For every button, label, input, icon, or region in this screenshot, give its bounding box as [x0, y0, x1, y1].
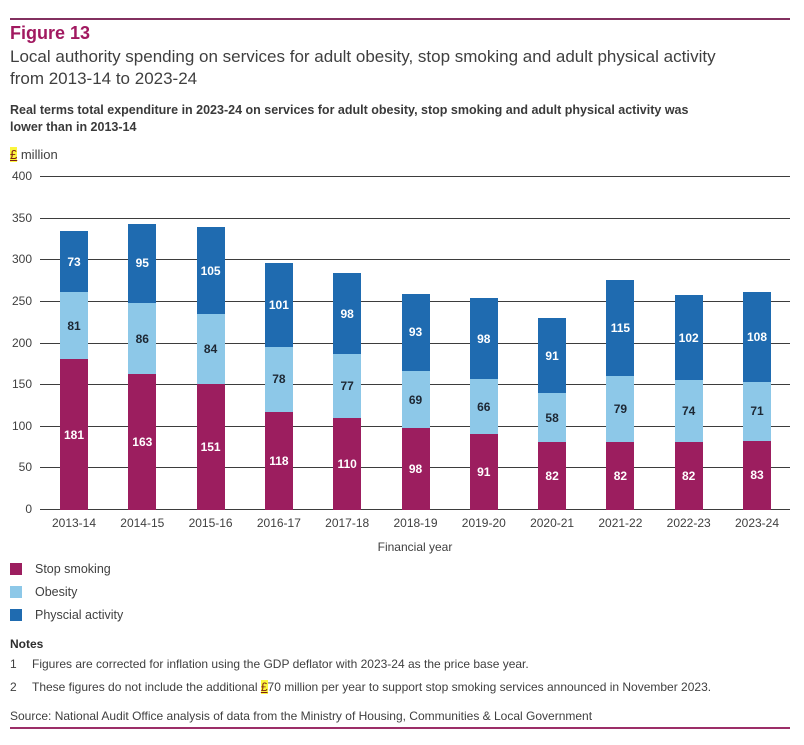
x-tick-label: 2020-21 — [530, 516, 575, 530]
bar-segment-stop-smoking — [128, 374, 156, 510]
figure-subtitle: Real terms total expenditure in 2023-24 on services for adult obesity, stop smoking and adult physical activity was lower than in 2013-14 — [10, 103, 689, 134]
bar-segment-physcial-activity — [128, 224, 156, 303]
bar-segment-physcial-activity — [470, 298, 498, 380]
bar-segment-obesity — [743, 382, 771, 441]
bar-value-label: 82 — [682, 468, 696, 483]
bar-value-label: 82 — [613, 468, 628, 483]
bar-2013-14 — [60, 231, 88, 510]
figure-number-label: Figure 13 — [10, 23, 91, 43]
bar-value-label: 84 — [203, 342, 218, 357]
y-tick-label: 200 — [11, 335, 32, 350]
bar-segment-physcial-activity — [606, 280, 634, 376]
x-tick-label: 2015-16 — [188, 516, 233, 530]
bar-segment-obesity — [197, 314, 225, 384]
bar-segment-physcial-activity — [60, 231, 88, 292]
bar-value-label: 83 — [750, 468, 764, 483]
y-tick-label: 50 — [18, 460, 32, 475]
note-text: These figures do not include the additional £70 million per year to support stop smoking services announced in November 2023. — [32, 680, 712, 694]
bar-segment-physcial-activity — [743, 292, 771, 382]
bar-value-label: 102 — [678, 330, 699, 345]
y-tick-label: 400 — [11, 169, 32, 183]
bar-value-label: 78 — [272, 372, 286, 387]
bar-value-label: 98 — [340, 306, 354, 321]
x-tick-label: 2021-22 — [598, 516, 643, 530]
legend-swatch — [10, 586, 22, 598]
bar-value-label: 71 — [750, 404, 764, 419]
y-tick-label: 300 — [11, 252, 32, 267]
bar-2014-15 — [128, 224, 156, 510]
bar-segment-obesity — [333, 354, 361, 418]
bar-value-label: 151 — [200, 440, 221, 455]
bar-2022-23 — [675, 295, 703, 510]
bar-segment-obesity — [606, 376, 634, 442]
bar-value-label: 73 — [67, 254, 81, 269]
source-line: Source: National Audit Office analysis of data from the Ministry of Housing, Communities & Local Government — [10, 709, 593, 723]
currency-symbol-highlight: £ — [260, 680, 268, 694]
bar-2020-21 — [538, 318, 566, 510]
bar-value-label: 110 — [337, 457, 357, 472]
note-item — [10, 680, 790, 694]
bar-value-label: 91 — [477, 465, 491, 480]
legend-label: Physcial activity — [35, 608, 124, 622]
gridline — [40, 176, 790, 177]
bar-2018-19 — [402, 294, 430, 510]
y-tick-label: 250 — [11, 293, 32, 308]
bar-value-label: 95 — [135, 256, 149, 271]
bar-value-label: 101 — [268, 297, 289, 312]
bar-value-label: 98 — [477, 331, 491, 346]
bar-2016-17 — [265, 263, 293, 510]
bar-value-label: 98 — [408, 462, 423, 477]
y-axis-unit-label — [10, 147, 58, 162]
bottom-accent-rule — [10, 727, 790, 729]
bar-value-label: 79 — [613, 401, 628, 416]
x-axis-title: Financial year — [377, 540, 453, 554]
bar-value-label: 86 — [135, 331, 149, 346]
note-number: 1 — [10, 657, 17, 671]
bar-segment-obesity — [265, 347, 293, 412]
x-tick-label: 2017-18 — [325, 516, 370, 530]
bar-value-label: 58 — [545, 410, 559, 425]
bar-segment-physcial-activity — [538, 318, 566, 394]
bar-value-label: 118 — [269, 453, 289, 468]
stacked-bar-chart — [0, 169, 804, 530]
bar-value-label: 81 — [67, 318, 81, 333]
currency-symbol-highlight: £ — [10, 147, 18, 162]
unit-text: million — [17, 147, 58, 162]
bar-segment-stop-smoking — [60, 359, 88, 510]
bar-segment-obesity — [538, 393, 566, 441]
bar-value-label: 181 — [63, 427, 85, 442]
legend-swatch — [10, 563, 22, 575]
legend-item-obesity — [10, 585, 123, 599]
bar-value-label: 66 — [477, 399, 491, 414]
x-tick-label: 2018-19 — [393, 516, 438, 530]
bar-segment-obesity — [675, 380, 703, 442]
bar-segment-stop-smoking — [197, 384, 225, 510]
bar-segment-physcial-activity — [675, 295, 703, 380]
x-tick-label: 2016-17 — [256, 516, 301, 530]
bar-segment-physcial-activity — [265, 263, 293, 347]
bar-segment-physcial-activity — [333, 273, 361, 355]
bar-value-label: 91 — [545, 348, 559, 363]
bar-segment-physcial-activity — [402, 294, 430, 371]
legend-swatch — [10, 609, 22, 621]
notes-list — [10, 657, 790, 703]
bar-2015-16 — [197, 227, 225, 510]
bar-2021-22 — [606, 280, 634, 510]
bar-value-label: 93 — [408, 325, 423, 340]
legend-label: Stop smoking — [35, 562, 111, 576]
top-accent-rule — [10, 18, 790, 20]
bar-segment-obesity — [60, 292, 88, 359]
figure-title: Local authority spending on services for adult obesity, stop smoking and adult physical activity from 2013-14 to 2023-24 — [10, 47, 716, 88]
legend-item-stop-smoking — [10, 562, 123, 576]
bar-2019-20 — [470, 298, 498, 510]
x-tick-label: 2023-24 — [734, 516, 780, 530]
bar-segment-physcial-activity — [197, 227, 225, 314]
bar-value-label: 115 — [610, 321, 631, 336]
bar-value-label: 82 — [545, 468, 559, 483]
note-number: 2 — [10, 680, 17, 694]
bar-segment-obesity — [402, 371, 430, 428]
x-tick-label: 2014-15 — [120, 516, 165, 530]
chart-legend — [10, 562, 123, 631]
bar-segment-stop-smoking — [743, 441, 771, 510]
bar-segment-stop-smoking — [333, 418, 361, 510]
x-tick-label: 2013-14 — [51, 516, 97, 530]
bar-segment-obesity — [470, 379, 498, 434]
x-tick-label: 2022-23 — [666, 516, 711, 530]
bar-value-label: 105 — [200, 263, 221, 278]
notes-heading: Notes — [10, 637, 44, 651]
bar-2017-18 — [333, 273, 361, 510]
bar-value-label: 69 — [408, 392, 423, 407]
y-tick-label: 100 — [11, 418, 32, 433]
bar-value-label: 108 — [746, 329, 768, 344]
y-tick-label: 350 — [11, 210, 32, 225]
bar-segment-stop-smoking — [606, 442, 634, 510]
bar-segment-stop-smoking — [265, 412, 293, 510]
note-item — [10, 657, 790, 671]
bar-value-label: 77 — [340, 379, 354, 394]
bar-segment-stop-smoking — [675, 442, 703, 510]
note-text: Figures are corrected for inflation using the GDP deflator with 2023-24 as the price base year. — [32, 657, 529, 671]
bar-segment-stop-smoking — [402, 428, 430, 510]
y-tick-label: 150 — [11, 377, 32, 392]
legend-label: Obesity — [35, 585, 78, 599]
bar-segment-stop-smoking — [538, 442, 566, 510]
x-tick-label: 2019-20 — [461, 516, 506, 530]
bar-value-label: 74 — [682, 403, 696, 418]
gridline — [40, 218, 790, 219]
bar-segment-obesity — [128, 303, 156, 375]
bar-segment-stop-smoking — [470, 434, 498, 510]
legend-item-physcial-activity — [10, 608, 123, 622]
y-tick-label: 0 — [25, 502, 32, 516]
bar-2023-24 — [743, 292, 771, 510]
bar-value-label: 163 — [132, 435, 153, 450]
